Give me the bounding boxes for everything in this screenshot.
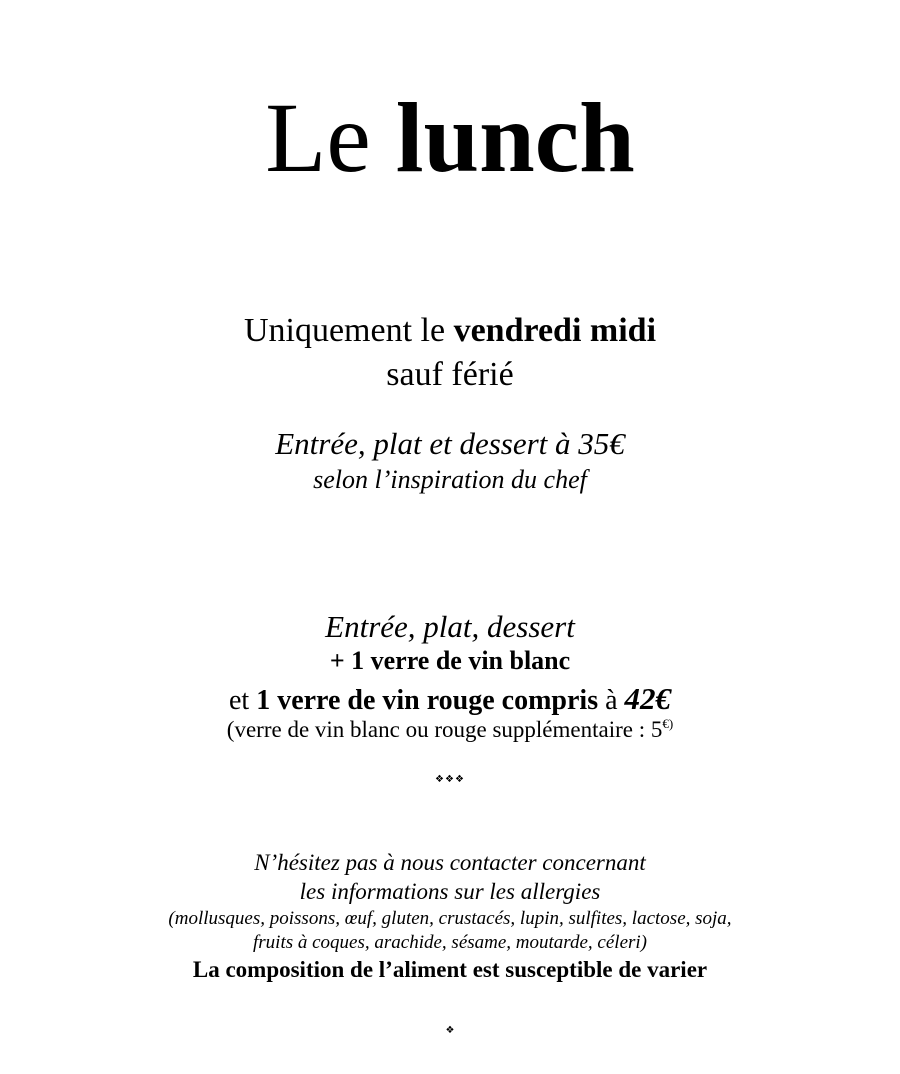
red-wine-prefix: et [228,685,257,716]
page-title [0,82,900,193]
allergy-info-line: les informations sur les allergies [299,879,601,904]
allergen-list-line-1: (mollusques, poissons, œuf, gluten, crustacés, lupin, sulfites, lactose, soja, [168,908,732,929]
separator-ornament-icon: ❖❖❖ [435,774,465,785]
menu-42-white-wine: + 1 verre de vin blanc [329,646,571,675]
menu-35-offer: Entrée, plat et dessert à 35€ [275,426,625,461]
menu-42-red-wine-line [0,683,900,715]
allergen-list-line-2: fruits à coques, arachide, sésame, moutarde, céleri) [253,932,647,953]
allergy-contact-line: N’hésitez pas à nous contacter concernant [254,850,646,875]
wine-supplement-note [0,718,900,741]
menu-35-note: selon l’inspiration du chef [313,465,587,494]
title-light-word: Le [265,82,371,193]
red-wine-label: 1 verre de vin rouge compris [256,685,599,716]
price-prefix: à [598,685,625,716]
availability-exception: sauf férié [386,356,514,393]
composition-disclaimer: La composition de l’aliment est susceptible de varier [192,957,708,982]
availability-days: vendredi midi [453,312,657,349]
supplement-text: (verre de vin blanc ou rouge supplémentaire : 5 [226,717,663,742]
availability-prefix: Uniquement le [243,312,454,349]
menu-42-offer: Entrée, plat, dessert [325,609,575,644]
final-ornament-icon: ❖ [445,1025,455,1036]
supplement-currency: €) [662,716,674,731]
availability-line [0,314,900,348]
menu-42-price: 42€ [624,681,672,716]
title-bold-word: lunch [395,82,635,193]
